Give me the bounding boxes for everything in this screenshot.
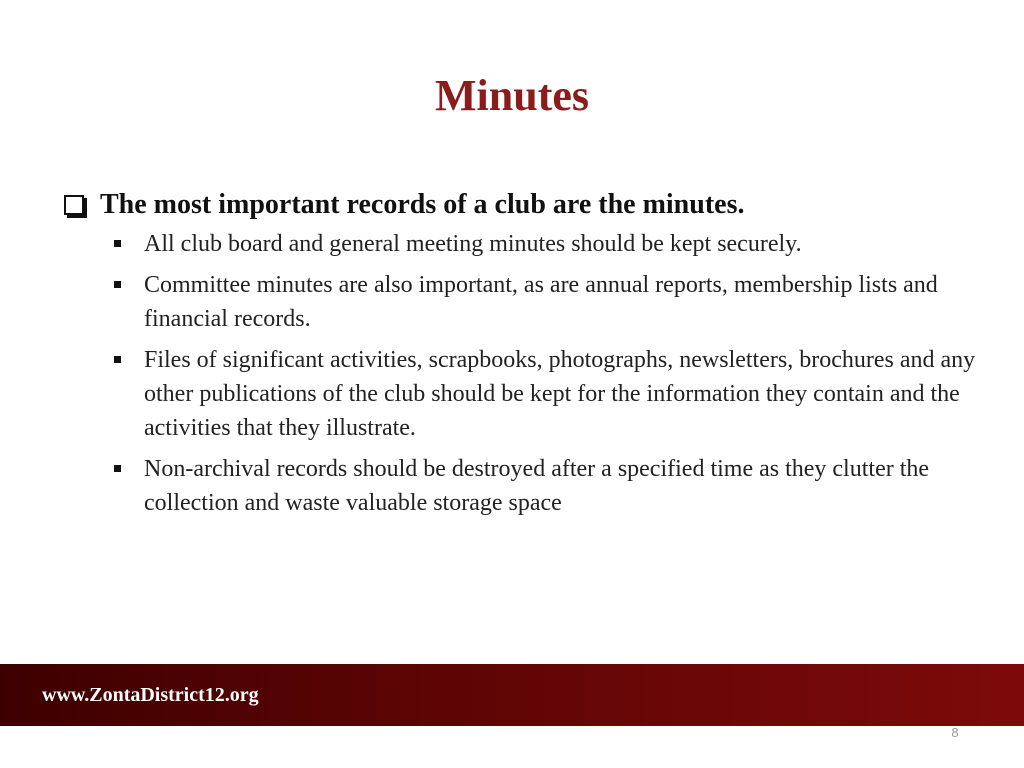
sub-point xyxy=(114,343,982,445)
slide-title: Minutes xyxy=(435,71,589,120)
main-point xyxy=(62,185,982,225)
footer-bar xyxy=(0,664,1024,726)
slide-content xyxy=(62,185,982,527)
sub-point-text: Committee minutes are also important, as are annual reports, membership lists and financial records. xyxy=(144,272,938,332)
main-point-text: The most important records of a club are the minutes. xyxy=(100,189,745,220)
sub-point xyxy=(114,268,982,336)
sub-point-text: Files of significant activities, scrapbooks, photographs, newsletters, brochures and any other publications of the club should be kept for the information they contain and the activities that they illustrate. xyxy=(144,347,976,441)
checkbox-icon xyxy=(64,195,84,215)
footer-url[interactable]: www.ZontaDistrict12.org xyxy=(42,684,259,706)
sub-point xyxy=(114,227,982,261)
square-bullet-icon xyxy=(114,281,121,288)
sub-point xyxy=(114,452,982,520)
sub-point-text: Non-archival records should be destroyed after a specified time as they clutter the collection and waste valuable storage space xyxy=(144,456,930,516)
square-bullet-icon xyxy=(114,465,121,472)
sub-point-list xyxy=(62,227,982,520)
square-bullet-icon xyxy=(114,240,121,247)
square-bullet-icon xyxy=(114,356,121,363)
page-number: 8 xyxy=(951,725,959,740)
sub-point-text: All club board and general meeting minutes should be kept securely. xyxy=(144,231,802,257)
